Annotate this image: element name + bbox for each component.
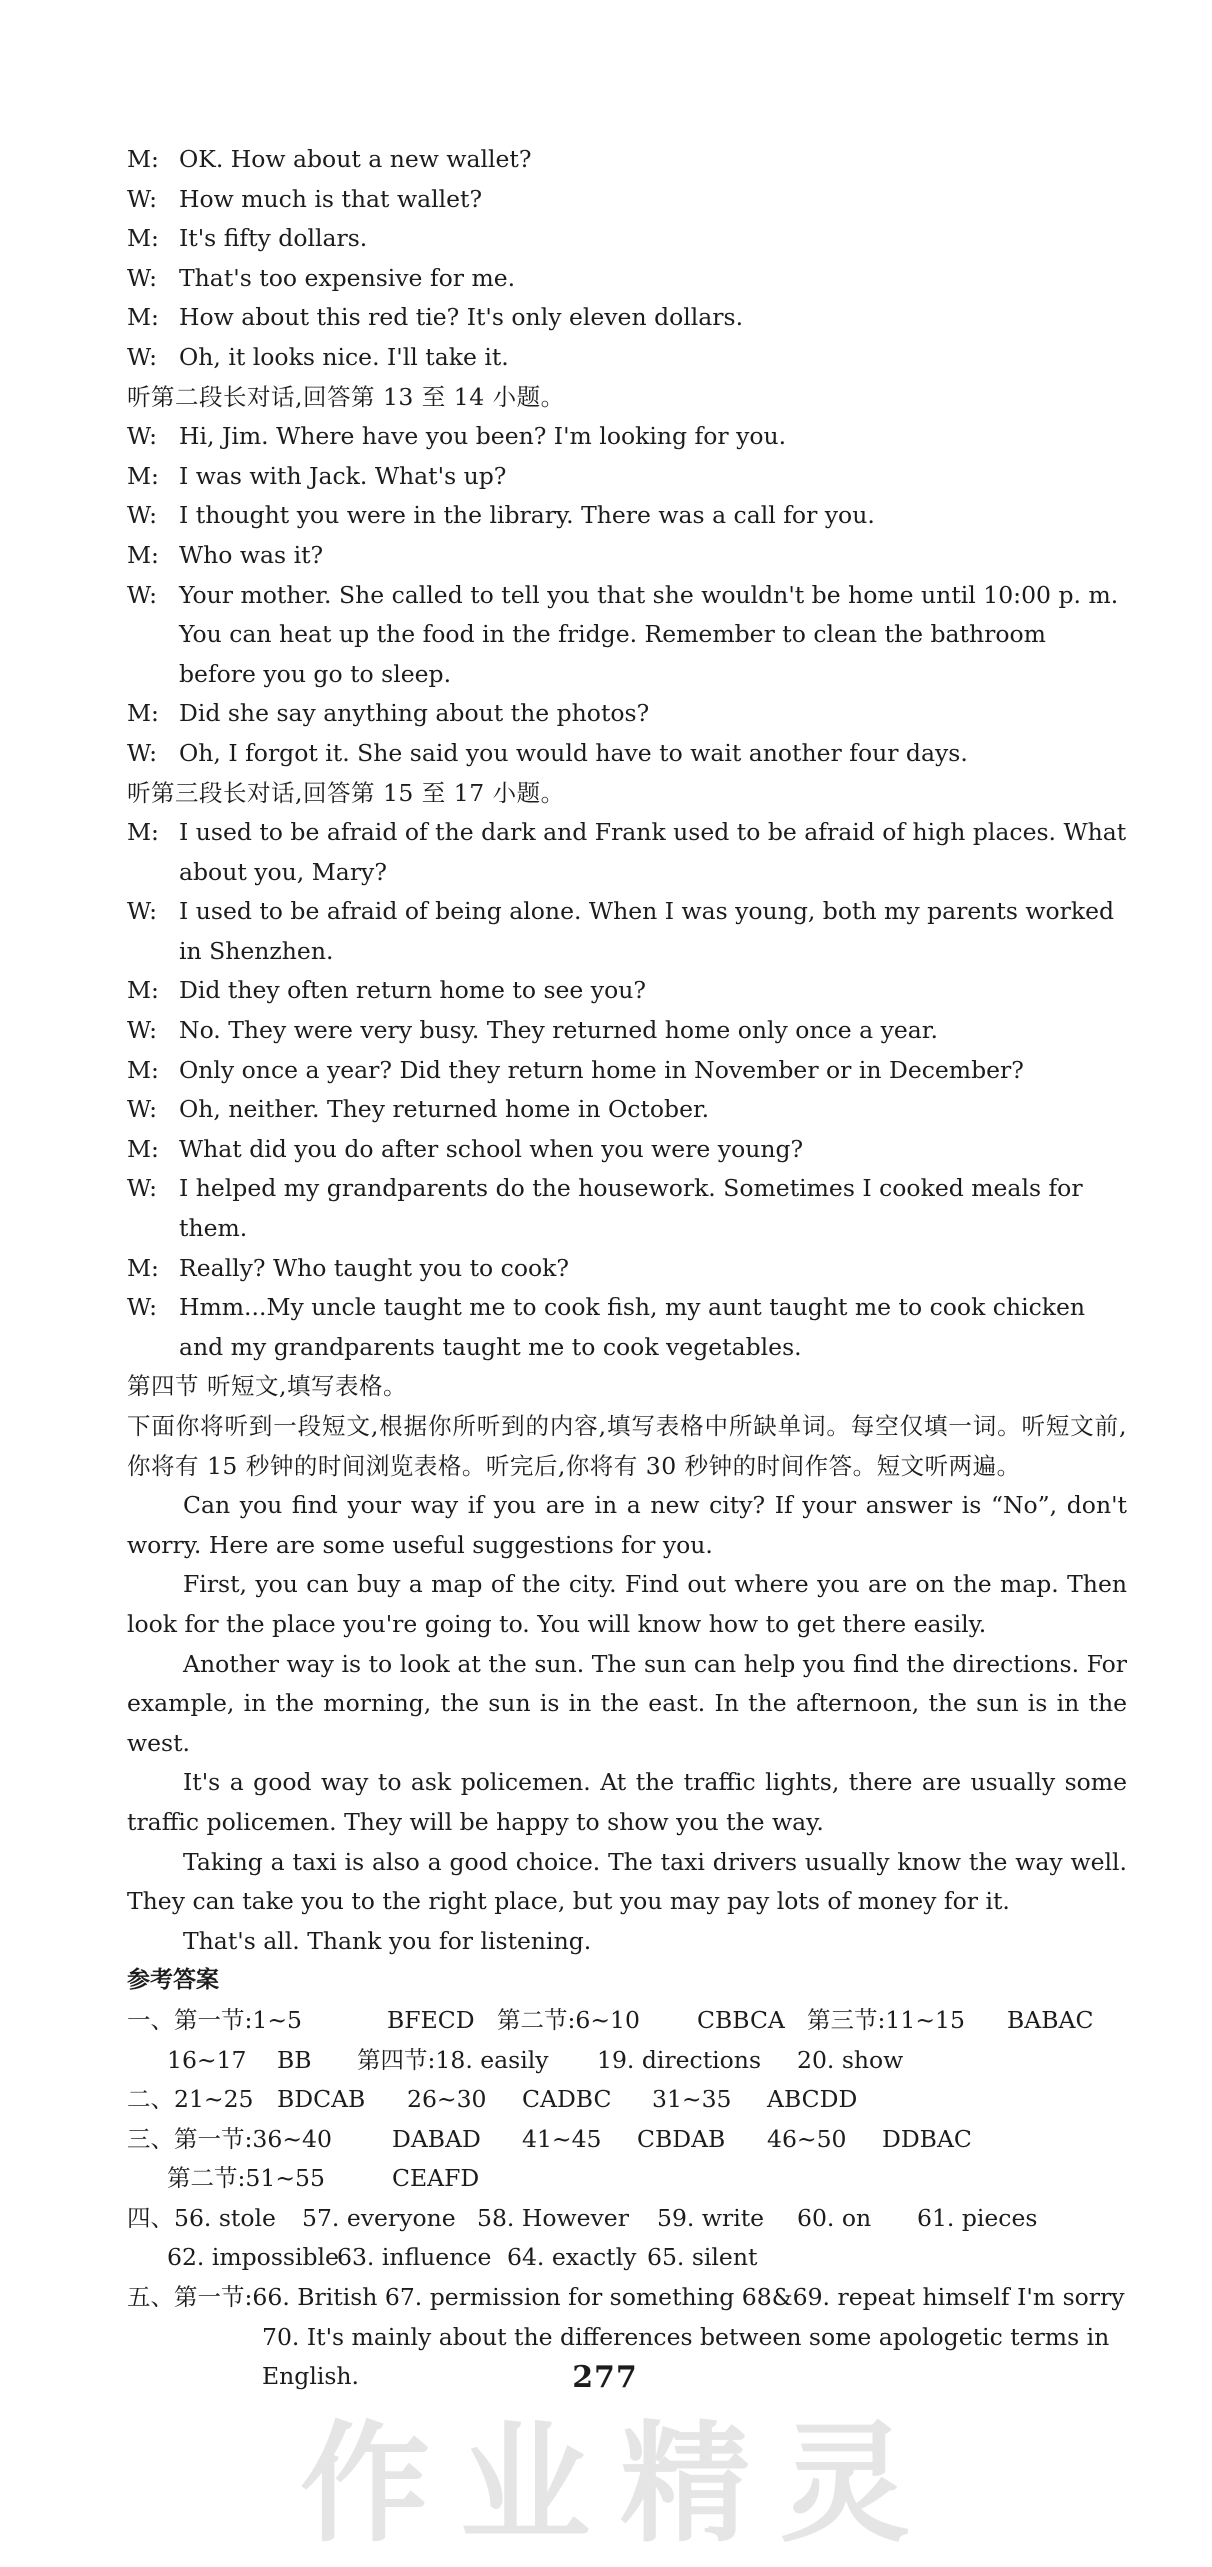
answer-line-8: 五、第一节:66. British 67. permission for something 68&69. repeat himself I'm sorry 70. It's mainly about the differences between some apologetic terms in English. <box>127 2283 1125 2391</box>
utterance-text: How much is that wallet? <box>179 184 483 213</box>
dialogue-line <box>127 140 1127 180</box>
speaker-label: M: <box>127 540 159 569</box>
dialogue-2 <box>127 417 1127 773</box>
dialogue-line <box>127 694 1127 734</box>
speaker-label: M: <box>127 699 159 728</box>
dialogue-line <box>127 1249 1127 1289</box>
dialogue-line <box>127 298 1127 338</box>
section-4-instructions: 下面你将听到一段短文,根据你所听到的内容,填写表格中所缺单词。每空仅填一词。听短文前,你将有 15 秒钟的时间浏览表格。听完后,你将有 30 秒钟的时间作答。短文听两遍。 <box>127 1412 1127 1480</box>
passage-paragraph: First, you can buy a map of the city. Find out where you are on the map. Then look for the place you're going to. You will know how to get there easily. <box>127 1570 1127 1638</box>
passage-paragraph: Taking a taxi is also a good choice. The taxi drivers usually know the way well. They can take you to the right place, but you may pay lots of money for it. <box>127 1847 1127 1916</box>
speaker-label: M: <box>127 461 159 490</box>
utterance-text: Oh, it looks nice. I'll take it. <box>179 342 509 371</box>
dialogue-line <box>127 1011 1127 1051</box>
utterance-text: I used to be afraid of the dark and Frank used to be afraid of high places. What about you, Mary? <box>179 818 1127 886</box>
speaker-label: W: <box>127 738 158 767</box>
speaker-label: W: <box>127 897 158 926</box>
dialogue-line <box>127 496 1127 536</box>
dialogue-line <box>127 338 1127 378</box>
answer-line-6: 四、56. stole 57. everyone 58. However 59. write 60. on 61. pieces <box>127 2203 1038 2232</box>
answer-line-3: 二、21~25 BDCAB 26~30 CADBC 31~35 ABCDD <box>127 2085 858 2114</box>
answer-line-2: 16~17 BB 第四节:18. easily 19. directions 20. show <box>167 2045 904 2074</box>
utterance-text: Really? Who taught you to cook? <box>179 1253 569 1282</box>
speaker-label: M: <box>127 224 159 253</box>
dialogue-line <box>127 1090 1127 1130</box>
utterance-text: How about this red tie? It's only eleven dollars. <box>179 303 744 332</box>
dialogue-1 <box>127 140 1127 378</box>
speaker-label: M: <box>127 1253 159 1282</box>
utterance-text: It's fifty dollars. <box>179 224 368 253</box>
speaker-label: M: <box>127 976 159 1005</box>
utterance-text: I thought you were in the library. There was a call for you. <box>179 501 875 530</box>
passage-paragraph: Can you find your way if you are in a new city? If your answer is “No”, don't worry. Here are some useful suggestions for you. <box>127 1491 1127 1559</box>
utterance-text: I was with Jack. What's up? <box>179 461 507 490</box>
dialogue-3 <box>127 813 1127 1367</box>
speaker-label: W: <box>127 1016 158 1045</box>
utterance-text: Who was it? <box>179 540 324 569</box>
passage-paragraph: It's a good way to ask policemen. At the traffic lights, there are usually some traffic policemen. They will be happy to show you the way. <box>127 1768 1127 1836</box>
answer-line-1: 一、第一节:1~5 BFECD 第二节:6~10 CBBCA 第三节:11~15 BABAC <box>127 2005 1094 2034</box>
dialogue-line <box>127 1051 1127 1091</box>
utterance-text: That's too expensive for me. <box>179 263 516 292</box>
utterance-text: OK. How about a new wallet? <box>179 145 532 173</box>
utterance-text: No. They were very busy. They returned home only once a year. <box>179 1016 938 1045</box>
speaker-label: M: <box>127 1134 159 1163</box>
answer-line-4: 三、第一节:36~40 DABAD 41~45 CBDAB 46~50 DDBAC <box>127 2124 972 2153</box>
section-heading-2: 听第二段长对话,回答第 13 至 14 小题。 <box>127 382 565 411</box>
watermark: 作业精灵 <box>300 2408 941 2560</box>
speaker-label: W: <box>127 1095 158 1124</box>
section-heading-3: 听第三段长对话,回答第 15 至 17 小题。 <box>127 778 565 807</box>
utterance-text: Oh, neither. They returned home in October. <box>179 1095 710 1124</box>
utterance-text: Your mother. She called to tell you that she wouldn't be home until 10:00 p. m. You can heat up the food in the fridge. Remember to clean the bathroom before you go to sleep. <box>179 580 1119 688</box>
utterance-text: What did you do after school when you were young? <box>179 1134 804 1163</box>
dialogue-line <box>127 576 1127 695</box>
speaker-label: W: <box>127 501 158 530</box>
speaker-label: W: <box>127 263 158 292</box>
utterance-text: I helped my grandparents do the housework. Sometimes I cooked meals for them. <box>179 1174 1083 1243</box>
utterance-text: Oh, I forgot it. She said you would have to wait another four days. <box>179 738 968 767</box>
page-number: 277 <box>572 2360 638 2395</box>
speaker-label: M: <box>127 303 159 332</box>
utterance-text: Did she say anything about the photos? <box>179 699 650 728</box>
utterance-text: Did they often return home to see you? <box>179 976 646 1005</box>
speaker-label: W: <box>127 184 158 213</box>
utterance-text: Only once a year? Did they return home in November or in December? <box>179 1055 1024 1084</box>
speaker-label: M: <box>127 1055 159 1084</box>
speaker-label: W: <box>127 342 158 371</box>
utterance-text: Hi, Jim. Where have you been? I'm looking for you. <box>179 422 787 451</box>
speaker-label: W: <box>127 580 158 609</box>
utterance-text: Hmm...My uncle taught me to cook fish, my aunt taught me to cook chicken and my grandparents taught me to cook vegetables. <box>179 1293 1086 1361</box>
utterance-text: I used to be afraid of being alone. When I was young, both my parents worked in Shenzhen. <box>179 897 1115 965</box>
passage-paragraph: That's all. Thank you for listening. <box>183 1926 592 1955</box>
speaker-label: M: <box>127 818 159 847</box>
page-content <box>127 140 1127 2397</box>
dialogue-line <box>127 971 1127 1011</box>
answers-title: 参考答案 <box>127 1967 219 1994</box>
dialogue-line <box>127 1288 1127 1367</box>
speaker-label: W: <box>127 1293 158 1322</box>
answer-line-7: 62. impossible63. influence 64. exactly 65. silent <box>167 2243 758 2272</box>
dialogue-line <box>127 1130 1127 1170</box>
dialogue-line <box>127 417 1127 457</box>
dialogue-line <box>127 734 1127 774</box>
speaker-label: M: <box>127 145 159 173</box>
dialogue-line <box>127 219 1127 259</box>
dialogue-line <box>127 457 1127 497</box>
passage-paragraph: Another way is to look at the sun. The sun can help you find the directions. For example, in the morning, the sun is in the east. In the afternoon, the sun is in the west. <box>127 1649 1127 1757</box>
listening-passage <box>127 1486 1127 1961</box>
answer-key <box>127 2001 1127 2397</box>
dialogue-line <box>127 180 1127 220</box>
dialogue-line <box>127 259 1127 299</box>
dialogue-line <box>127 813 1127 892</box>
section-4-title: 第四节 听短文,填写表格。 <box>127 1372 407 1401</box>
dialogue-line <box>127 536 1127 576</box>
speaker-label: W: <box>127 1174 158 1203</box>
speaker-label: W: <box>127 422 158 451</box>
dialogue-line <box>127 1169 1127 1248</box>
answer-line-5: 第二节:51~55 CEAFD <box>167 2164 480 2193</box>
dialogue-line <box>127 892 1127 971</box>
